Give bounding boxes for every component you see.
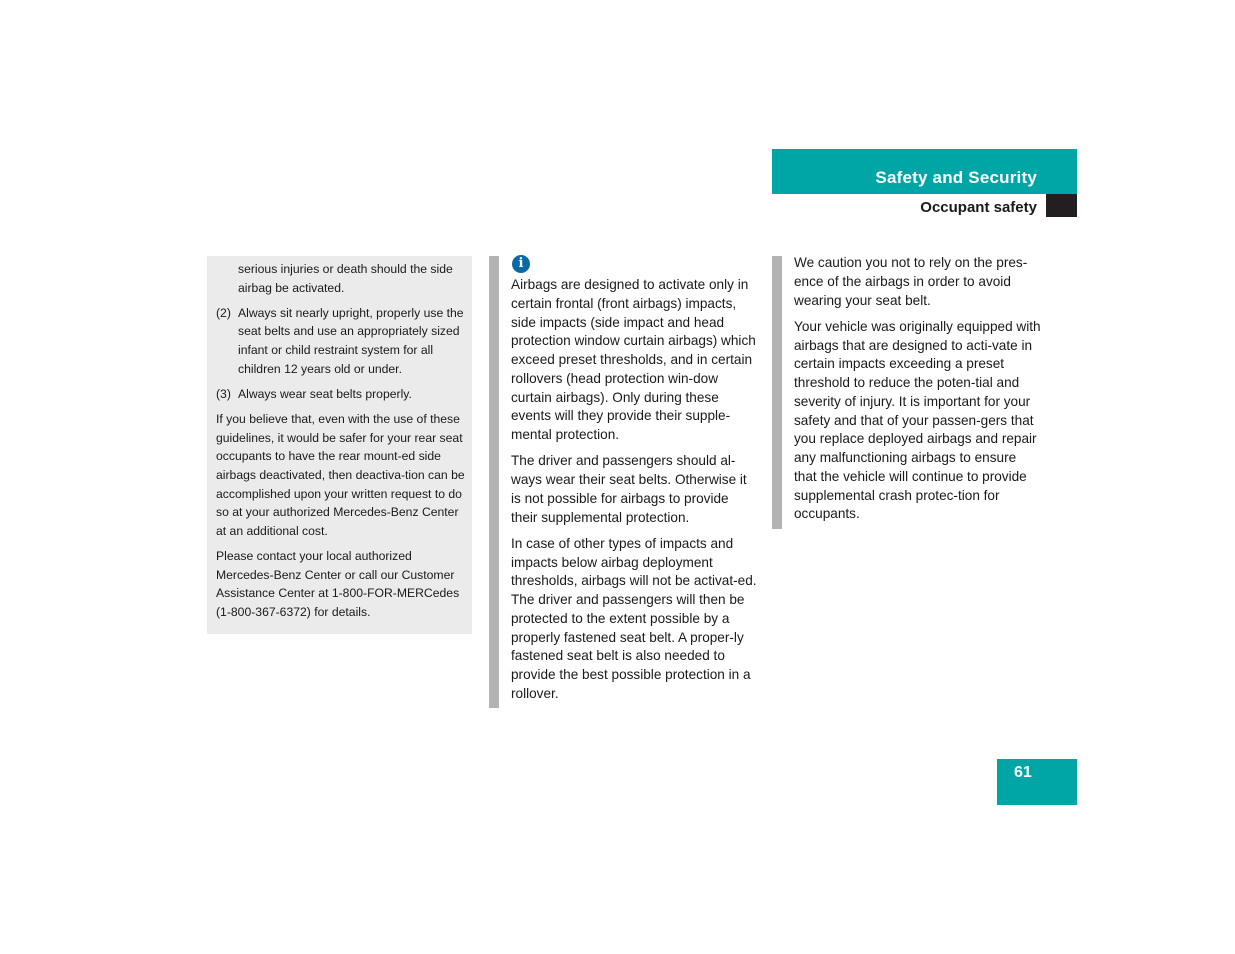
note-box [207, 256, 472, 634]
note-list-item [216, 304, 466, 379]
page-number: 61 [1014, 764, 1032, 781]
column-marker-bar [489, 256, 499, 708]
body-paragraph: Your vehicle was originally equipped with airbags that are designed to acti-vate in certain impacts exceeding a preset threshold to reduce the poten-tial and severity of injury. It is important for your safety and that of your passen-gers that you replace deployed airbags and repair any malfunctioning airbags to ensure that the vehicle will continue to provide supplemental crash protec-tion for occupants. [794, 318, 1041, 522]
list-item-text: Always sit nearly upright, properly use the seat belts and use an appropriately sized infant or child restraint system for all children 12 years old or under. [238, 305, 464, 376]
info-paragraph: The driver and passengers should al-ways wear their seat belts. Otherwise it is not possible for airbags to provide their supplemental protection. [511, 453, 747, 525]
list-item-number: (3) [216, 386, 231, 401]
note-content [216, 260, 466, 628]
section-title: Safety and Security [875, 168, 1037, 187]
note-paragraph: Please contact your local authorized Mercedes-Benz Center or call our Customer Assistance Center at 1-800-FOR-MERCedes (1-800-367-6372) for details. [216, 549, 460, 620]
list-item-text: Always wear seat belts properly. [238, 386, 412, 401]
column-marker-bar [772, 256, 782, 529]
right-column [794, 254, 1042, 532]
info-paragraph: In case of other types of impacts and impacts below airbag deployment thresholds, airbags will not be activat-ed. The driver and passengers will then be protected to the extent possible by a properly fastened seat belt. A proper-ly fastened seat belt is also needed to provide the best possible protection in a rollover. [511, 535, 757, 701]
section-marker [1046, 194, 1077, 217]
info-paragraph: Airbags are designed to activate only in certain frontal (front airbags) impacts, side impacts (side impact and head protection window curtain airbags) which exceed preset thresholds, and in certain rollovers (head protection win-dow curtain airbags). Only during these events will they provide their supple-mental protection. [511, 277, 756, 442]
note-continuation: serious injuries or death should the side airbag be activated. [238, 262, 453, 295]
note-list-item [216, 385, 466, 404]
section-header-bar [772, 149, 1077, 194]
note-paragraph: If you believe that, even with the use of these guidelines, it would be safer for your rear seat occupants to have the rear mount-ed side airbags deactivated, then deactiva-tion can be accomplished upon your written request to do so at your authorized Mercedes-Benz Center at an additional cost. [216, 411, 465, 539]
list-item-number: (2) [216, 305, 231, 320]
page-number-box [997, 759, 1077, 805]
subsection-title: Occupant safety [920, 199, 1037, 216]
info-column [511, 276, 757, 711]
body-paragraph: We caution you not to rely on the pres-ence of the airbags in order to avoid wearing your seat belt. [794, 255, 1028, 308]
info-icon: i [512, 255, 530, 273]
